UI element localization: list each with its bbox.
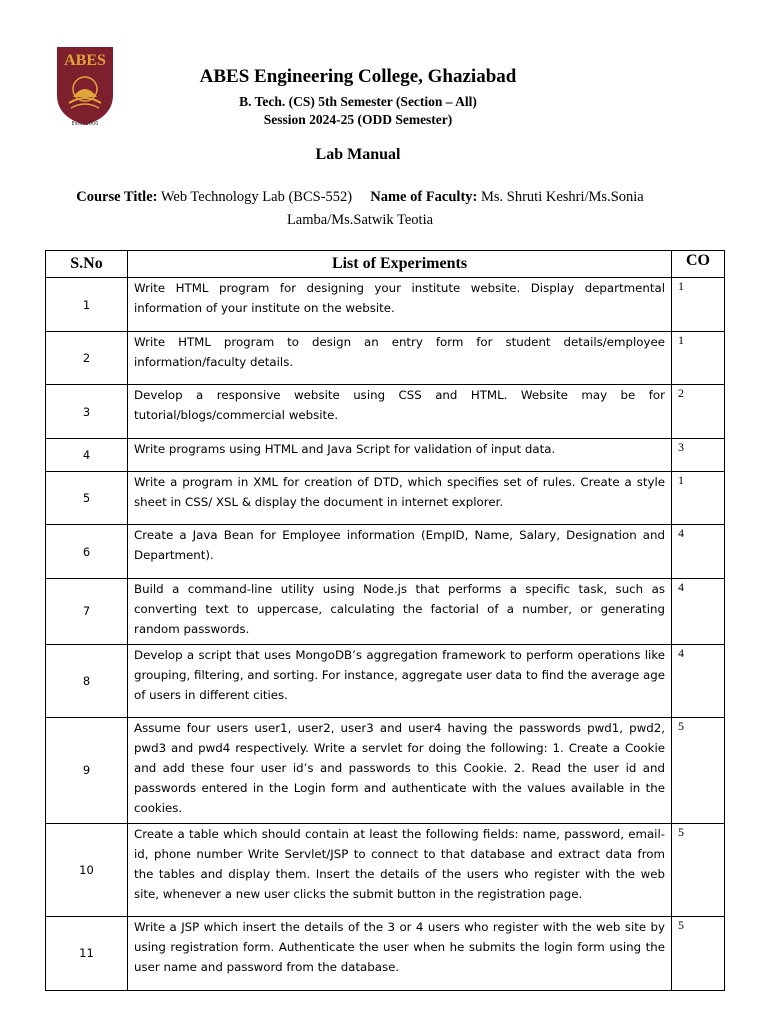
- row-experiment: Build a command-line utility using Node.js that performs a specific task, such as converting text to uppercase, calculating the factorial of a number, or generating random passwords.: [128, 579, 672, 645]
- table-row: [46, 278, 725, 332]
- row-experiment: Create a Java Bean for Employee information (EmpID, Name, Salary, Designation and Department).: [128, 525, 672, 579]
- row-co: 1: [672, 332, 725, 385]
- table-row: [46, 472, 725, 525]
- table-row: [46, 439, 725, 472]
- row-co: 1: [672, 472, 725, 525]
- table-header-row: [46, 251, 725, 278]
- table-row: [46, 385, 725, 439]
- experiments-table: [45, 250, 725, 991]
- session-line: Session 2024-25 (ODD Semester): [263, 112, 453, 127]
- program-line: B. Tech. (CS) 5th Semester (Section – All): [239, 94, 477, 109]
- row-sno: 3: [46, 385, 128, 439]
- row-sno: 9: [46, 717, 128, 823]
- manual-title: Lab Manual: [315, 146, 401, 163]
- table-row: [46, 332, 725, 385]
- row-sno: 8: [46, 644, 128, 717]
- course-info: [50, 186, 670, 232]
- header-sno: S.No: [46, 251, 128, 278]
- row-co: 2: [672, 385, 725, 439]
- row-experiment: Write HTML program to design an entry form for student details/employee information/faculty details.: [128, 332, 672, 385]
- table-row: [46, 644, 725, 717]
- row-sno: 11: [46, 916, 128, 990]
- row-experiment: Create a table which should contain at least the following fields: name, password, email-id, phone number Write Servlet/JSP to connect to that database and extract data from the tables and display them. Insert the details of the users who register with the web site, whenever a new user clicks the submit button in the registration page.: [128, 823, 672, 916]
- logo-est: Estd. 2000: [71, 121, 99, 127]
- logo-text: ABES: [64, 52, 106, 69]
- row-co: 5: [672, 916, 725, 990]
- table-row: [46, 823, 725, 916]
- row-sno: 6: [46, 525, 128, 579]
- row-sno: 7: [46, 579, 128, 645]
- row-co: 5: [672, 717, 725, 823]
- college-name: ABES Engineering College, Ghaziabad: [199, 66, 517, 87]
- table-row: [46, 579, 725, 645]
- row-experiment: Assume four users user1, user2, user3 and user4 having the passwords pwd1, pwd2, pwd3 and pwd4 respectively. Write a servlet for doing the following: 1. Create a Cookie and add these four user id’s and passwords to this Cookie. 2. Read the user id and passwords entered in the Login form and authenticate with the values available in the cookies.: [128, 717, 672, 823]
- row-co: 5: [672, 823, 725, 916]
- table-row: [46, 717, 725, 823]
- row-co: 4: [672, 644, 725, 717]
- row-experiment: Write a JSP which insert the details of the 3 or 4 users who register with the web site by using registration form. Authenticate the user when he submits the login form using the user name and password from the database.: [128, 916, 672, 990]
- header-experiments: List of Experiments: [128, 251, 672, 278]
- row-experiment: Write HTML program for designing your institute website. Display departmental information of your institute on the website.: [128, 278, 672, 332]
- row-experiment: Write a program in XML for creation of DTD, which specifies set of rules. Create a style sheet in CSS/ XSL & display the document in internet explorer.: [128, 472, 672, 525]
- row-experiment: Write programs using HTML and Java Script for validation of input data.: [128, 439, 672, 472]
- row-sno: 4: [46, 439, 128, 472]
- row-sno: 5: [46, 472, 128, 525]
- row-co: 4: [672, 525, 725, 579]
- faculty-label: Name of Faculty:: [370, 189, 478, 205]
- course-title-value: Web Technology Lab (BCS-552): [160, 189, 353, 205]
- row-experiment: Develop a responsive website using CSS and HTML. Website may be for tutorial/blogs/commercial website.: [128, 385, 672, 439]
- header-co: CO: [672, 251, 725, 278]
- row-sno: 10: [46, 823, 128, 916]
- row-sno: 2: [46, 332, 128, 385]
- row-co: 3: [672, 439, 725, 472]
- row-sno: 1: [46, 278, 128, 332]
- table-row: [46, 916, 725, 990]
- faculty-value: Ms. Shruti Keshri/Ms.Sonia Lamba/Ms.Satwik Teotia: [286, 189, 644, 228]
- row-co: 1: [672, 278, 725, 332]
- row-experiment: Develop a script that uses MongoDB’s aggregation framework to perform operations like grouping, filtering, and sorting. For instance, aggregate user data to find the average age of users in different cities.: [128, 644, 672, 717]
- course-title-label: Course Title:: [76, 189, 158, 205]
- table-row: [46, 525, 725, 579]
- row-co: 4: [672, 579, 725, 645]
